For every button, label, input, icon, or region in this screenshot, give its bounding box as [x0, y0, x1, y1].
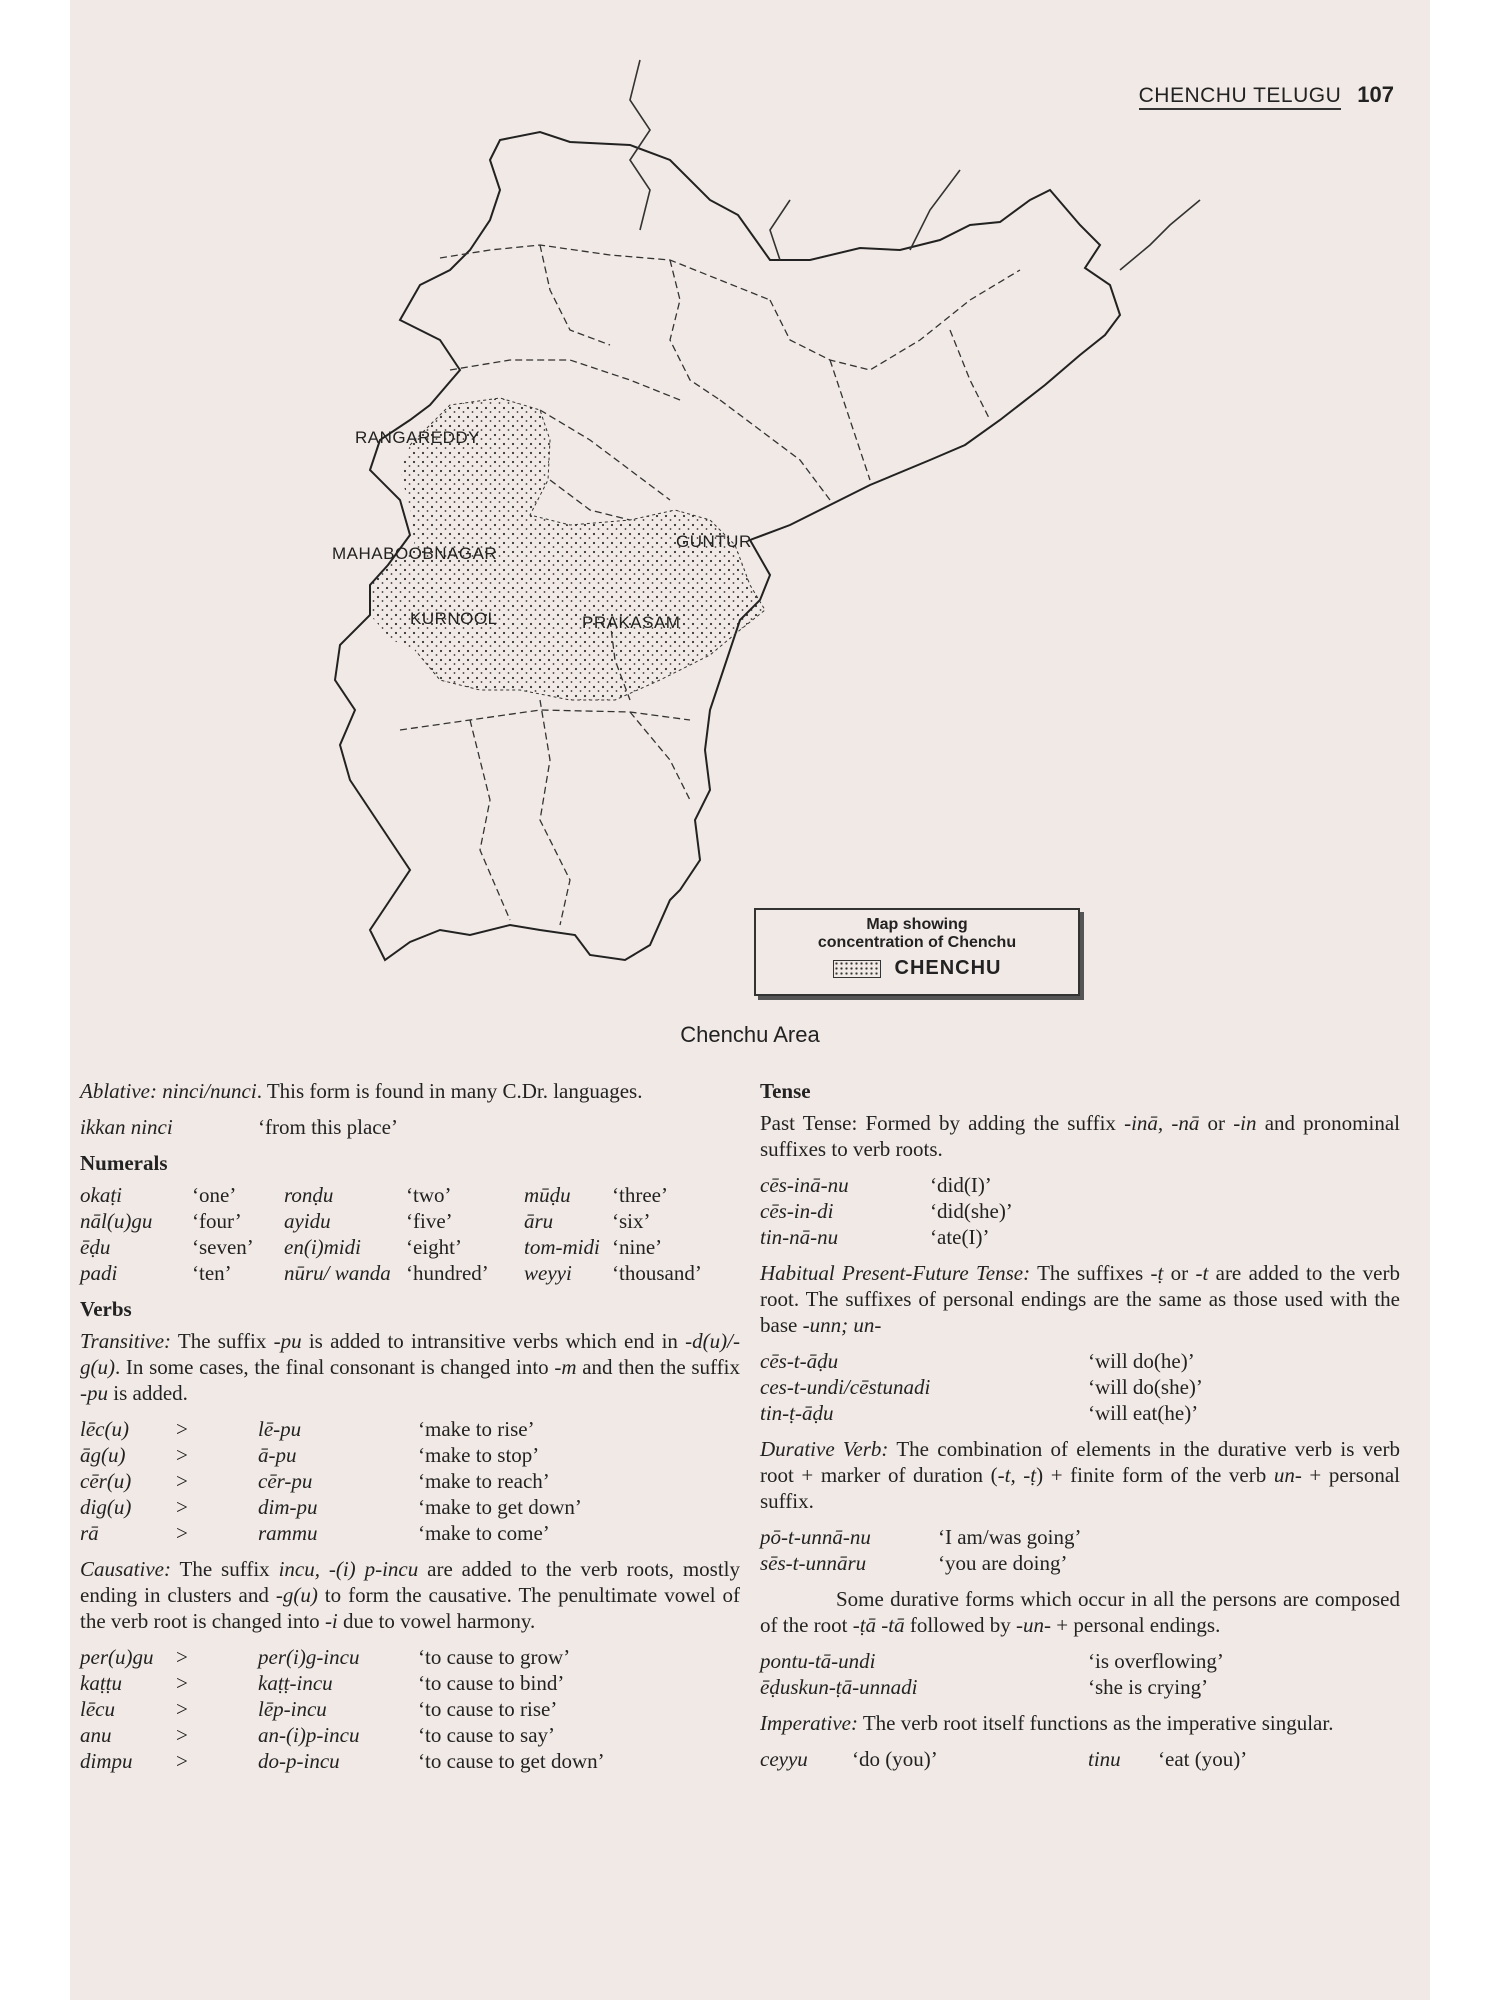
durative-examples [760, 1524, 1081, 1576]
left-column [80, 1078, 740, 1784]
table-row: rā > rammu ‘make to come’ [80, 1521, 550, 1545]
map-label-guntur: GUNTUR [676, 532, 752, 551]
river [910, 170, 960, 250]
table-row: sēs-t-unnāru ‘you are doing’ [760, 1551, 1068, 1575]
figure-caption: Chenchu Area [680, 1022, 820, 1047]
table-row: āg(u) > ā-pu ‘make to stop’ [80, 1443, 540, 1467]
map-figure [70, 0, 1430, 1050]
imperative-paragraph: Imperative: The verb root itself functions as the imperative singular. [760, 1711, 1334, 1735]
map-legend [754, 908, 1080, 996]
river [770, 200, 790, 260]
table-row: dig(u) > dim-pu ‘make to get down’ [80, 1495, 582, 1519]
map-label-mahaboobnagar: MAHABOOBNAGAR [332, 544, 498, 563]
numerals-heading: Numerals [80, 1151, 168, 1175]
running-title: CHENCHU TELUGU [1139, 84, 1342, 110]
stipple-swatch-icon [833, 960, 881, 978]
table-row: cēs-t-āḍu ‘will do(he)’ [760, 1349, 1195, 1373]
table-row: ces-t-undi/cēstunadi ‘will do(she)’ [760, 1375, 1203, 1399]
some-durative-paragraph: Some durative forms which occur in all the persons are composed of the root -ṭā -tā followed by -un- + personal endings. [760, 1587, 1400, 1637]
table-row: pontu-tā-undi ‘is overflowing’ [760, 1649, 1224, 1673]
table-row: cēs-inā-nu ‘did(I)’ [760, 1173, 992, 1197]
table-row: lēc(u) > lē-pu ‘make to rise’ [80, 1417, 535, 1441]
map-label-kurnool: KURNOOL [410, 609, 498, 628]
legend-line-1: Map showing [866, 916, 968, 933]
legend-key-label: CHENCHU [894, 957, 1002, 979]
past-tense-examples [760, 1172, 1013, 1250]
durative-paragraph: Durative Verb: The combination of elements in the durative verb is verb root + marker of duration (-t, -ṭ) + finite form of the verb un- + personal suffix. [760, 1437, 1401, 1513]
table-row: dimpu > do-p-incu ‘to cause to get down’ [80, 1749, 605, 1773]
map-label-rangareddy: RANGAREDDY [355, 428, 480, 447]
page-number: 107 [1357, 82, 1394, 107]
table-row: tin-ṭ-āḍu ‘will eat(he)’ [760, 1401, 1199, 1425]
right-column [760, 1078, 1400, 1782]
ablative-paragraph: Ablative: ninci/nunci. This form is found in many C.Dr. languages. [80, 1079, 643, 1103]
table-row: pō-t-unnā-nu ‘I am/was going’ [760, 1525, 1082, 1549]
transitive-examples-table [80, 1416, 582, 1546]
tense-heading: Tense [760, 1079, 811, 1103]
map-svg [70, 0, 1430, 1050]
river [1120, 200, 1200, 270]
table-row: anu > an-(i)p-incu ‘to cause to say’ [80, 1723, 556, 1747]
imperative-examples [760, 1746, 1247, 1772]
table-row: ēḍuskun-ṭā-unnadi ‘she is crying’ [760, 1675, 1209, 1699]
numerals-table: okaṭi ‘one’ ronḍu ‘two’ mūḍu ‘three’ nāl(u)gu ‘four’ ayidu ‘five’ āru ‘six’ ēḍu ‘seven’ en(i)midi ‘eight’ tom-midi ‘nine’ padi ‘ten’ nūru/ wanda ‘hundred’ weyyi ‘thousand’ [80, 1183, 702, 1285]
past-tense-paragraph: Past Tense: Formed by adding the suffix -inā, -nā or -in and pronominal suffixes to verb roots. [760, 1111, 1400, 1161]
map-label-prakasam: PRAKASAM [582, 613, 681, 632]
book-page [70, 0, 1430, 2000]
verbs-heading: Verbs [80, 1297, 132, 1321]
table-row: ceyyu ‘do (you)’ tinu ‘eat (you)’ [760, 1747, 1248, 1771]
table-row: lēcu > lēp-incu ‘to cause to rise’ [80, 1697, 558, 1721]
ablative-example: ikkan ninci ‘from this place’ [80, 1115, 398, 1139]
table-row: kaṭṭu > kaṭṭ-incu ‘to cause to bind’ [80, 1671, 565, 1695]
legend-line-2: concentration of Chenchu [817, 934, 1017, 951]
table-row: cēs-in-di ‘did(she)’ [760, 1199, 1013, 1223]
table-row: cēr(u) > cēr-pu ‘make to reach’ [80, 1469, 550, 1493]
table-row: per(u)gu > per(i)g-incu ‘to cause to grow’ [80, 1645, 571, 1669]
habitual-examples [760, 1348, 1203, 1426]
transitive-paragraph: Transitive: The suffix -pu is added to intransitive verbs which end in -d(u)/-g(u). In some cases, the final consonant is changed into -m and then the suffix -pu is added. [80, 1329, 740, 1405]
habitual-paragraph: Habitual Present-Future Tense: The suffixes -ṭ or -t are added to the verb root. The suffixes of personal endings are the same as those used with the base -unn; un- [760, 1261, 1400, 1337]
river [630, 60, 650, 230]
legend-key [756, 957, 1078, 980]
some-durative-examples [760, 1648, 1224, 1700]
table-row: tin-nā-nu ‘ate(I)’ [760, 1225, 990, 1249]
causative-examples-table [80, 1644, 605, 1774]
causative-paragraph: Causative: The suffix incu, -(i) p-incu are added to the verb roots, mostly ending in clusters and -g(u) to form the causative. The penultimate vowel of the verb root is changed into -i due to vowel harmony. [80, 1557, 741, 1633]
